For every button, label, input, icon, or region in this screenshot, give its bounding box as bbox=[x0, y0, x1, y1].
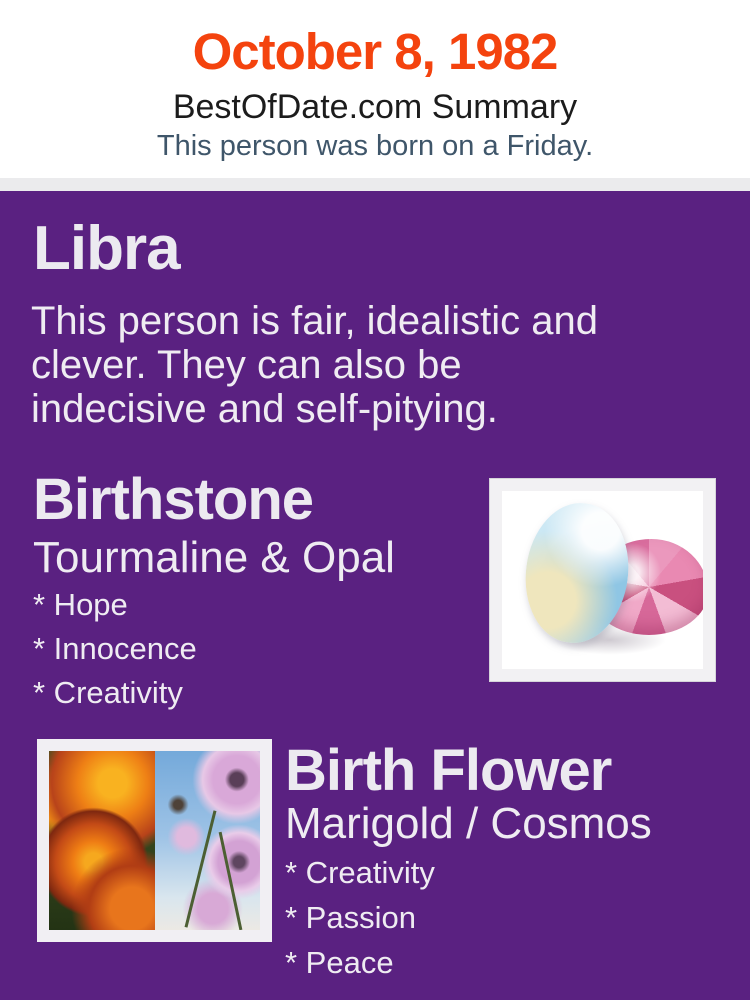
summary-panel bbox=[0, 191, 750, 1000]
birthstone-image bbox=[502, 491, 703, 669]
zodiac-description: This person is fair, idealistic and clever. They can also be indecisive and self-pitying. bbox=[31, 299, 598, 431]
page-title-date: October 8, 1982 bbox=[192, 23, 558, 80]
birthstone-heading: Birthstone bbox=[33, 467, 313, 532]
birthstone-image-frame bbox=[489, 478, 716, 682]
birthstone-trait: * Hope bbox=[33, 587, 128, 622]
marigold-photo-half bbox=[49, 751, 155, 930]
birth-flower-name: Marigold / Cosmos bbox=[285, 799, 652, 848]
cosmos-photo-half bbox=[155, 751, 261, 930]
weekday-note: This person was born on a Friday. bbox=[156, 130, 594, 162]
site-summary-title: BestOfDate.com Summary bbox=[172, 88, 578, 126]
birthstone-trait: * Creativity bbox=[33, 675, 183, 710]
birth-flower-heading: Birth Flower bbox=[285, 738, 612, 803]
birthstone-name: Tourmaline & Opal bbox=[33, 533, 395, 582]
birth-flower-image bbox=[49, 751, 260, 930]
birth-flower-trait: * Passion bbox=[285, 900, 416, 935]
birth-flower-trait: * Creativity bbox=[285, 855, 435, 890]
birth-flower-image-frame bbox=[37, 739, 272, 942]
birthstone-trait: * Innocence bbox=[33, 631, 197, 666]
header-divider bbox=[0, 178, 750, 191]
zodiac-sign-heading: Libra bbox=[33, 214, 180, 283]
birth-flower-trait: * Peace bbox=[285, 945, 394, 980]
